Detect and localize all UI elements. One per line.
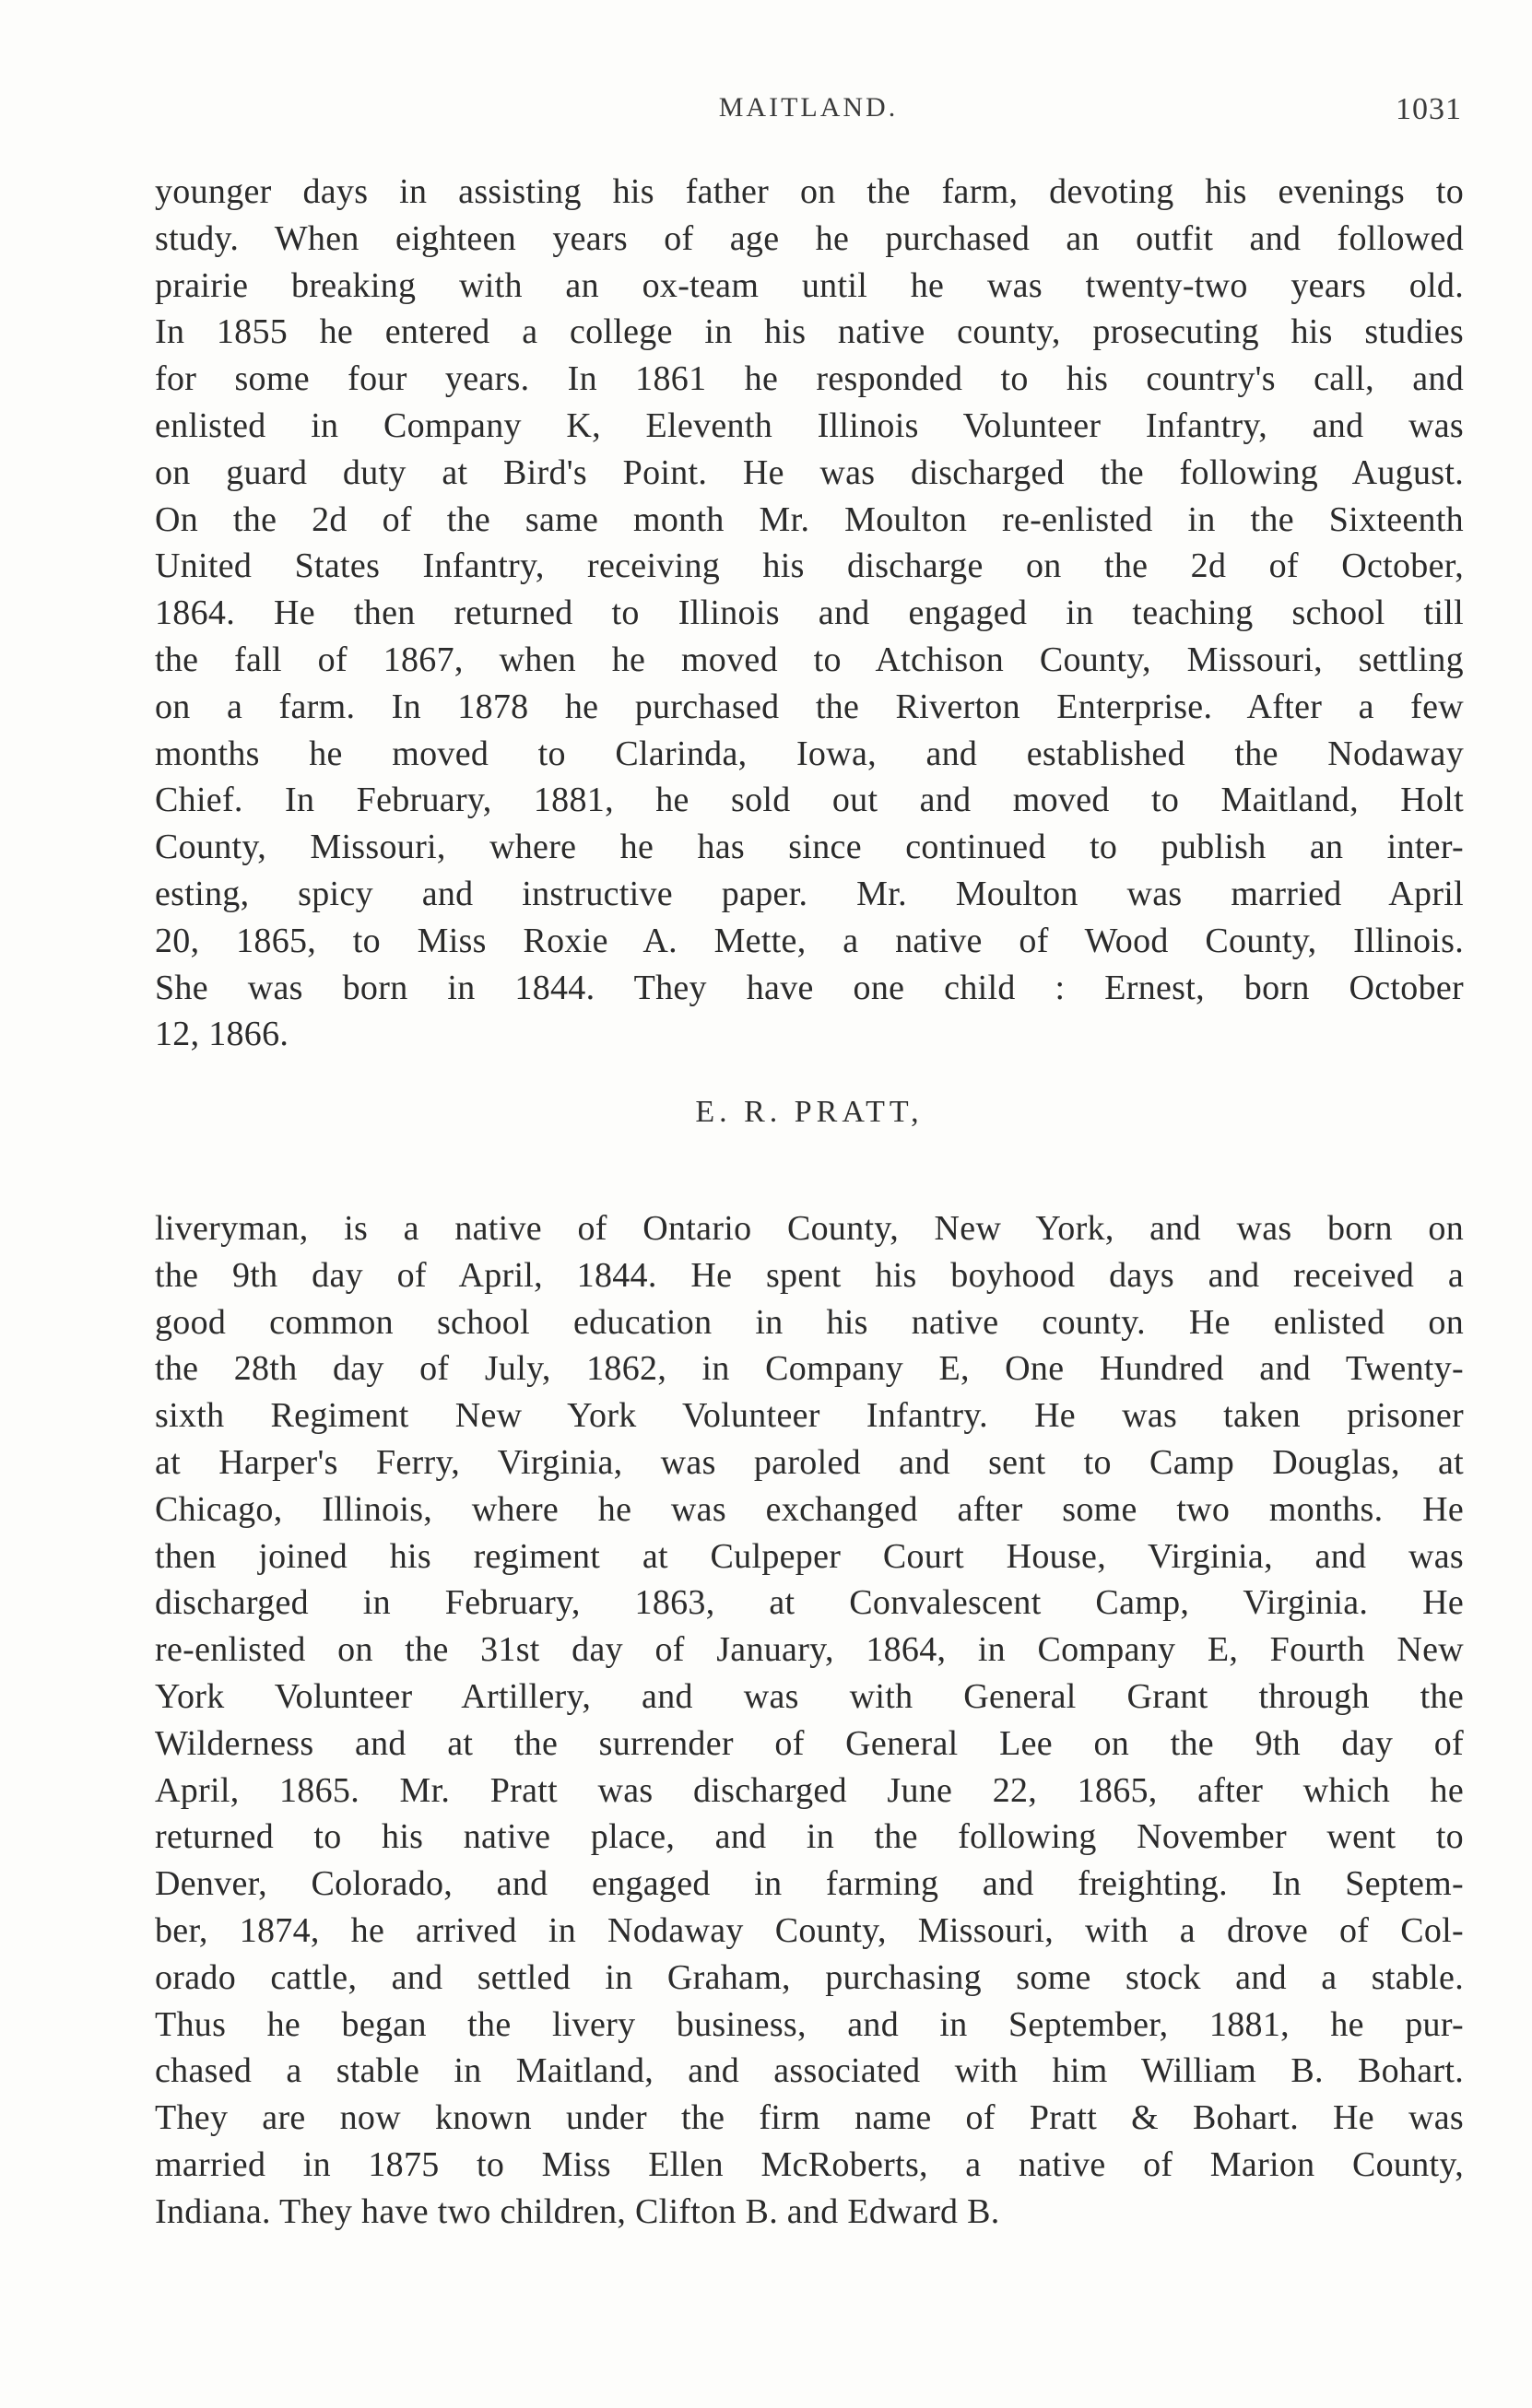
text-line: Indiana. They have two children, Clifton B. and Edward B.	[155, 2191, 1000, 2231]
text-line: the 28th day of July, 1862, in Company E, One Hundred and Twenty-	[155, 1349, 1464, 1389]
text-line: Denver, Colorado, and engaged in farming and freighting. In Septem-	[155, 1864, 1464, 1904]
text-line: She was born in 1844. They have one child : Ernest, born October	[155, 968, 1464, 1007]
text-line: months he moved to Clarinda, Iowa, and established the Nodaway	[155, 734, 1464, 773]
moulton-biography-paragraph	[155, 169, 1464, 1058]
text-line: ber, 1874, he arrived in Nodaway County, Missouri, with a drove of Col-	[155, 1910, 1464, 1950]
text-line: Chief. In February, 1881, he sold out and moved to Maitland, Holt	[155, 781, 1464, 820]
text-line: 12, 1866.	[155, 1015, 289, 1054]
text-line: then joined his regiment at Culpeper Court House, Virginia, and was	[155, 1536, 1464, 1576]
text-line: at Harper's Ferry, Virginia, was paroled and sent to Camp Douglas, at	[155, 1442, 1464, 1482]
text-line: United States Infantry, receiving his discharge on the 2d of October,	[155, 546, 1464, 586]
text-line: enlisted in Company K, Eleventh Illinois Volunteer Infantry, and was	[155, 405, 1464, 445]
text-line: Chicago, Illinois, where he was exchanged after some two months. He	[155, 1489, 1464, 1529]
text-line: They are now known under the firm name of Pratt & Bohart. He was	[155, 2098, 1464, 2138]
text-line: discharged in February, 1863, at Convalescent Camp, Virginia. He	[155, 1583, 1464, 1623]
text-line: esting, spicy and instructive paper. Mr. Moulton was married April	[155, 874, 1464, 913]
text-line: on a farm. In 1878 he purchased the Riverton Enterprise. After a few	[155, 687, 1464, 726]
text-line: returned to his native place, and in the following November went to	[155, 1817, 1464, 1857]
text-line: younger days in assisting his father on the farm, devoting his evenings to	[155, 172, 1464, 211]
running-title: MAITLAND.	[718, 92, 899, 123]
text-line: the 9th day of April, 1844. He spent his boyhood days and received a	[155, 1255, 1464, 1295]
text-line: prairie breaking with an ox-team until he was twenty-two years old.	[155, 265, 1464, 305]
text-line: On the 2d of the same month Mr. Moulton re-enlisted in the Sixteenth	[155, 499, 1464, 539]
text-line: County, Missouri, where he has since continued to publish an inter-	[155, 828, 1464, 867]
text-line: orado cattle, and settled in Graham, purchasing some stock and a stable.	[155, 1957, 1464, 1997]
text-line: April, 1865. Mr. Pratt was discharged June 22, 1865, after which he	[155, 1770, 1464, 1810]
text-line: the fall of 1867, when he moved to Atchison County, Missouri, settling	[155, 640, 1464, 679]
text-line: re-enlisted on the 31st day of January, 1864, in Company E, Fourth New	[155, 1630, 1464, 1670]
text-line: good common school education in his native county. He enlisted on	[155, 1302, 1464, 1342]
text-line: Wilderness and at the surrender of General Lee on the 9th day of	[155, 1723, 1464, 1763]
text-line: chased a stable in Maitland, and associated with him William B. Bohart.	[155, 2051, 1464, 2091]
text-line: York Volunteer Artillery, and was with General Grant through the	[155, 1676, 1464, 1716]
section-heading: E. R. PRATT,	[695, 1095, 924, 1129]
text-line: 1864. He then returned to Illinois and engaged in teaching school till	[155, 593, 1464, 633]
text-line: for some four years. In 1861 he responded to his country's call, and	[155, 359, 1464, 399]
text-line: study. When eighteen years of age he purchased an outfit and followed	[155, 218, 1464, 258]
text-line: liveryman, is a native of Ontario County, New York, and was born on	[155, 1209, 1464, 1248]
text-line: In 1855 he entered a college in his native county, prosecuting his studies	[155, 312, 1464, 352]
page-number: 1031	[1396, 92, 1462, 126]
text-line: on guard duty at Bird's Point. He was discharged the following August.	[155, 452, 1464, 492]
running-header	[155, 92, 1462, 138]
text-line: 20, 1865, to Miss Roxie A. Mette, a native of Wood County, Illinois.	[155, 921, 1464, 960]
text-line: sixth Regiment New York Volunteer Infantry. He was taken prisoner	[155, 1396, 1464, 1436]
text-line: Thus he began the livery business, and in September, 1881, he pur-	[155, 2004, 1464, 2044]
pratt-biography-paragraph	[155, 1205, 1464, 2236]
text-line: married in 1875 to Miss Ellen McRoberts, a native of Marion County,	[155, 2144, 1464, 2184]
